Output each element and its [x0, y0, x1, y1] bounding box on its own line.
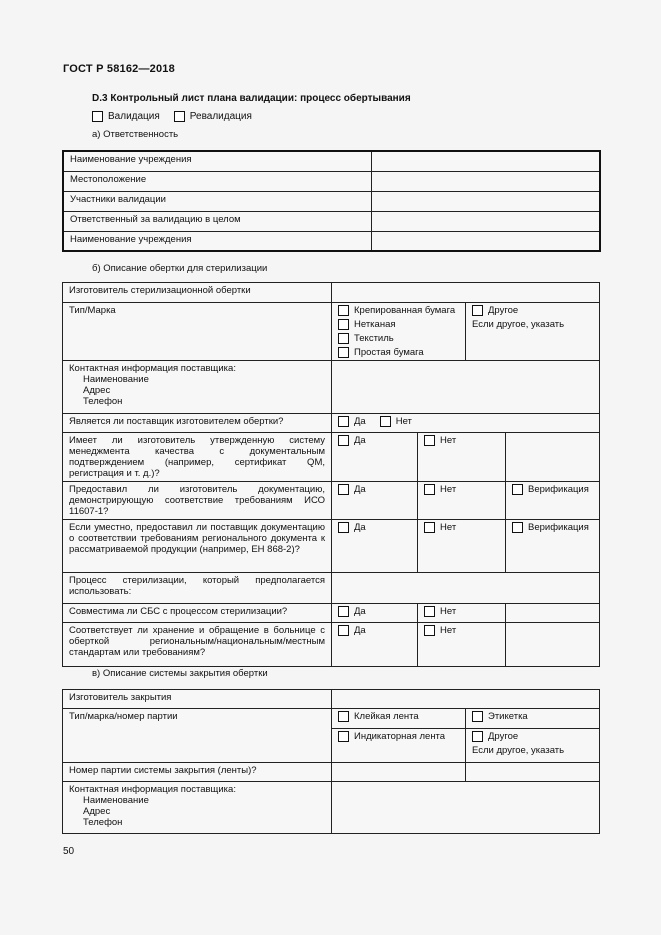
indicator-tape-cell: Индикаторная лента [332, 729, 466, 763]
no-cell: Нет [418, 520, 506, 573]
answer-cell[interactable] [332, 283, 600, 303]
checkbox-icon[interactable] [338, 484, 349, 495]
option-label: Валидация [108, 111, 160, 122]
contact-info-label: Контактная информация поставщика: Наименование Адрес Телефон [63, 782, 332, 834]
answer-cell[interactable] [371, 211, 600, 231]
row-label: Ответственный за валидацию в целом [63, 211, 371, 231]
row-label: Если уместно, предоставил ли поставщик документацию о соответствии требованиям регионального документа к рассматриваемой продукции (например, ЕН 868-2)? [63, 520, 332, 573]
row-label: Наименование учреждения [63, 231, 371, 251]
checkbox-icon[interactable] [174, 111, 185, 122]
other-cell: Другое Если другое, указать [466, 729, 600, 763]
checkbox-icon[interactable] [338, 319, 349, 330]
checkbox-icon[interactable] [472, 711, 483, 722]
validation-options [92, 111, 266, 122]
section-b-label: б) Описание обертки для стерилизации [92, 263, 268, 274]
tape-cell: Клейкая лента [332, 709, 466, 729]
option-validation[interactable] [92, 111, 160, 122]
answer-cell[interactable] [371, 171, 600, 191]
yes-cell: Да [332, 482, 418, 520]
if-other-label: Если другое, указать [472, 319, 565, 330]
section-title: D.3 Контрольный лист плана валидации: процесс обертывания [92, 93, 411, 104]
empty-cell [506, 604, 600, 623]
checkbox-icon[interactable] [424, 522, 435, 533]
row-label: Является ли поставщик изготовителем обертки? [63, 414, 332, 433]
checkbox-icon[interactable] [338, 347, 349, 358]
verification-cell: Верификация [506, 520, 600, 573]
checkbox-icon[interactable] [424, 625, 435, 636]
section-a-label: а) Ответственность [92, 129, 179, 140]
checkbox-icon[interactable] [472, 305, 483, 316]
checkbox-icon[interactable] [338, 416, 349, 427]
answer-cell[interactable] [466, 763, 600, 782]
checkbox-icon[interactable] [338, 435, 349, 446]
row-label: Участники валидации [63, 191, 371, 211]
checkbox-icon[interactable] [424, 484, 435, 495]
no-cell: Нет [418, 482, 506, 520]
closure-description-table [62, 689, 600, 834]
row-label: Имеет ли изготовитель утвержденную систему менеджмента качества с документальным подтверждением (например, сертификат QM, регистрация и т. д.)? [63, 433, 332, 482]
yes-cell: Да [332, 433, 418, 482]
checkbox-icon[interactable] [338, 731, 349, 742]
other-option[interactable]: Другое [472, 305, 593, 316]
checkbox-icon[interactable] [338, 333, 349, 344]
wrap-description-table [62, 282, 600, 667]
answer-cell[interactable] [332, 690, 600, 709]
checkbox-icon[interactable] [338, 711, 349, 722]
row-label: Предоставил ли изготовитель документацию, демонстрирующую соответствие требованиям ИСО 11607-1? [63, 482, 332, 520]
checkbox-icon[interactable] [472, 731, 483, 742]
checkbox-icon[interactable] [338, 522, 349, 533]
checkbox-icon[interactable] [424, 435, 435, 446]
checkbox-icon[interactable] [338, 606, 349, 617]
row-label: Изготовитель стерилизационной обертки [63, 283, 332, 303]
material-option[interactable]: Текстиль [338, 333, 459, 344]
answer-cell[interactable] [371, 191, 600, 211]
row-label: Тип/марка/номер партии [63, 709, 332, 763]
yes-cell: Да [332, 604, 418, 623]
checkbox-icon[interactable] [512, 522, 523, 533]
yes-cell: Да [332, 623, 418, 667]
checkbox-icon[interactable] [338, 305, 349, 316]
checkbox-icon[interactable] [380, 416, 391, 427]
document-header: ГОСТ Р 58162—2018 [63, 63, 175, 75]
checkbox-icon[interactable] [512, 484, 523, 495]
verification-cell: Верификация [506, 482, 600, 520]
answer-cell[interactable] [371, 231, 600, 251]
section-c-label: в) Описание системы закрытия обертки [92, 668, 268, 679]
label-cell: Этикетка [466, 709, 600, 729]
answer-cell[interactable] [332, 763, 466, 782]
no-cell: Нет [418, 623, 506, 667]
option-label: Ревалидация [189, 111, 252, 122]
option-revalidation[interactable] [174, 111, 252, 122]
responsibility-table [62, 150, 601, 252]
row-label: Местоположение [63, 171, 371, 191]
row-label: Тип/Марка [63, 303, 332, 361]
contact-info-label: Контактная информация поставщика: Наименование Адрес Телефон [63, 361, 332, 414]
checkbox-icon[interactable] [92, 111, 103, 122]
material-option[interactable]: Нетканая [338, 319, 459, 330]
checkbox-icon[interactable] [424, 606, 435, 617]
page-number: 50 [63, 846, 75, 857]
answer-cell[interactable] [332, 573, 600, 604]
no-cell: Нет [418, 433, 506, 482]
empty-cell [506, 433, 600, 482]
row-label: Совместима ли СБС с процессом стерилизации? [63, 604, 332, 623]
row-label: Номер партии системы закрытия (ленты)? [63, 763, 332, 782]
row-label: Наименование учреждения [63, 151, 371, 171]
empty-cell [506, 623, 600, 667]
row-label: Соответствует ли хранение и обращение в больнице с оберткой региональным/национальным/местным стандартам или требованиям? [63, 623, 332, 667]
if-other-label: Если другое, указать [472, 745, 565, 756]
yes-cell: Да [332, 520, 418, 573]
checkbox-icon[interactable] [338, 625, 349, 636]
answer-cell[interactable] [332, 361, 600, 414]
row-label: Процесс стерилизации, который предполагается использовать: [63, 573, 332, 604]
materials-cell [332, 303, 466, 361]
row-label: Изготовитель закрытия [63, 690, 332, 709]
yes-no-cell: Да Нет [332, 414, 600, 433]
answer-cell[interactable] [332, 782, 600, 834]
material-option[interactable]: Простая бумага [338, 347, 459, 358]
material-option[interactable]: Крепированная бумага [338, 305, 459, 316]
other-cell [466, 303, 600, 361]
answer-cell[interactable] [371, 151, 600, 171]
no-cell: Нет [418, 604, 506, 623]
